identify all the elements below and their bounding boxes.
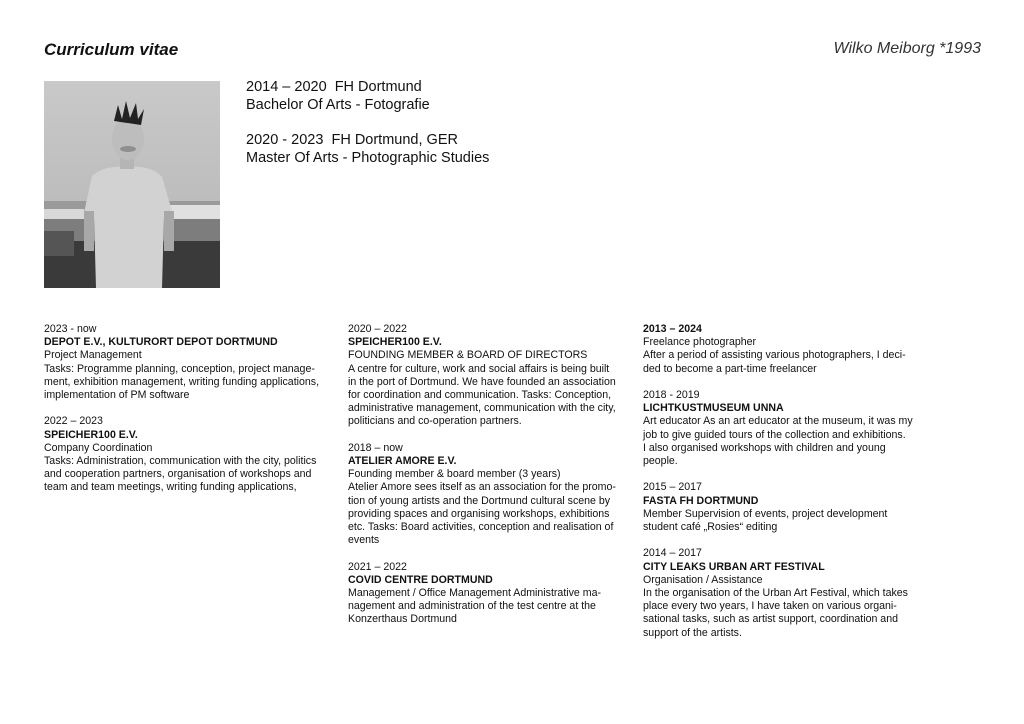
entry-line: support of the artists. (643, 626, 742, 639)
entry-line: tion of young artists and the Dortmund cultural scene by (348, 494, 611, 507)
experience-entry (348, 323, 638, 429)
portrait-photo (44, 81, 220, 288)
entry-line: politicians and co-operation partners. (348, 415, 522, 428)
entry-line: Organisation / Assistance (643, 573, 763, 586)
entry-line: In the organisation of the Urban Art Festival, which takes (643, 587, 908, 600)
education-degree: Master Of Arts - Photographic Studies (246, 150, 490, 166)
entry-period: 2015 – 2017 (643, 481, 702, 494)
education-entry (246, 78, 489, 114)
experience-entry (643, 547, 933, 639)
entry-line: A centre for culture, work and social affairs is being built (348, 362, 610, 375)
entry-line: Freelance photographer (643, 336, 757, 349)
entry-period: 2018 - 2019 (643, 389, 700, 401)
author-name: Wilko Meiborg *1993 (833, 40, 981, 57)
experience-entry (643, 481, 933, 534)
entry-period: 2014 – 2017 (643, 547, 702, 560)
experience-column-2 (348, 323, 638, 640)
entry-line: in the port of Dortmund. We have founded an association (348, 375, 616, 388)
entry-line: Company Coordination (44, 441, 153, 454)
experience-column-3 (643, 323, 933, 653)
entry-line: student café „Rosies“ editing (643, 521, 778, 534)
entry-line: place every two years, I have taken on various organi- (643, 600, 897, 613)
entry-organisation: SPEICHER100 E.V. (44, 428, 138, 441)
entry-line: Tasks: Programme planning, conception, project manage- (44, 362, 315, 375)
entry-organisation: COVID CENTRE DORTMUND (348, 573, 493, 586)
entry-line: FOUNDING MEMBER & BOARD OF DIRECTORS (348, 349, 588, 362)
entry-period: 2021 – 2022 (348, 560, 407, 573)
entry-line: Management / Office Management Administrative ma- (348, 587, 601, 600)
entry-line: Project Management (44, 349, 142, 362)
education-degree: Bachelor Of Arts - Fotografie (246, 97, 430, 113)
page-title: Curriculum vitae (44, 40, 179, 59)
entry-line: people. (643, 455, 678, 468)
entry-period: 2020 – 2022 (348, 323, 407, 335)
experience-entry (348, 442, 638, 548)
entry-period: 2018 – now (348, 441, 403, 454)
entry-line: nagement and administration of the test centre at the (348, 600, 596, 613)
experience-entry (643, 389, 933, 468)
entry-line: sational tasks, such as artist support, coordination and (643, 613, 898, 626)
entry-line: implementation of PM software (44, 389, 190, 402)
entry-line: After a period of assisting various photographers, I deci- (643, 349, 906, 362)
entry-line: for coordination and communication. Tasks: Conception, (348, 389, 612, 402)
experience-entry (44, 415, 334, 494)
entry-line: Atelier Amore sees itself as an association for the promo- (348, 481, 616, 494)
entry-line: Konzerthaus Dortmund (348, 613, 457, 626)
entry-line: and cooperation partners, organisation of workshops and (44, 468, 312, 481)
experience-entry (643, 323, 933, 376)
education-period-school: 2020 - 2023 FH Dortmund, GER (246, 132, 458, 148)
entry-organisation: SPEICHER100 E.V. (348, 336, 442, 349)
entry-line: ded to become a part-time freelancer (643, 362, 817, 375)
entry-organisation: FASTA FH DORTMUND (643, 494, 759, 507)
entry-period: 2022 – 2023 (44, 415, 103, 428)
entry-period: 2023 - now (44, 323, 97, 335)
entry-line: ment, exhibition management, writing funding applications, (44, 375, 320, 388)
entry-line: etc. Tasks: Board activities, conception and realisation of (348, 521, 614, 534)
entry-line: providing spaces and organising workshops, exhibitions (348, 507, 610, 520)
entry-organisation: LICHTKUSTMUSEUM UNNA (643, 402, 784, 415)
entry-line: Art educator As an art educator at the museum, it was my (643, 415, 913, 428)
education-period-school: 2014 – 2020 FH Dortmund (246, 79, 422, 95)
entry-organisation: ATELIER AMORE E.V. (348, 455, 457, 468)
entry-line: Founding member & board member (3 years) (348, 468, 561, 481)
entry-line: team and team meetings, writing funding applications, (44, 481, 297, 494)
experience-entry (44, 323, 334, 402)
education-entry (246, 131, 489, 167)
entry-line: Member Supervision of events, project development (643, 507, 888, 520)
experience-entry (348, 561, 638, 627)
entry-line: I also organised workshops with children and young (643, 441, 886, 454)
entry-line: Tasks: Administration, communication with the city, politics (44, 455, 317, 468)
experience-column-1 (44, 323, 334, 508)
entry-period: 2013 – 2024 (643, 323, 702, 335)
entry-organisation: DEPOT E.V., KULTURORT DEPOT DORTMUND (44, 336, 278, 349)
entry-organisation: CITY LEAKS URBAN ART FESTIVAL (643, 560, 825, 573)
education-section (246, 78, 489, 184)
entry-line: administrative management, communication with the city, (348, 402, 616, 415)
entry-line: events (348, 534, 380, 547)
entry-line: job to give guided tours of the collection and exhibitions. (643, 428, 906, 441)
